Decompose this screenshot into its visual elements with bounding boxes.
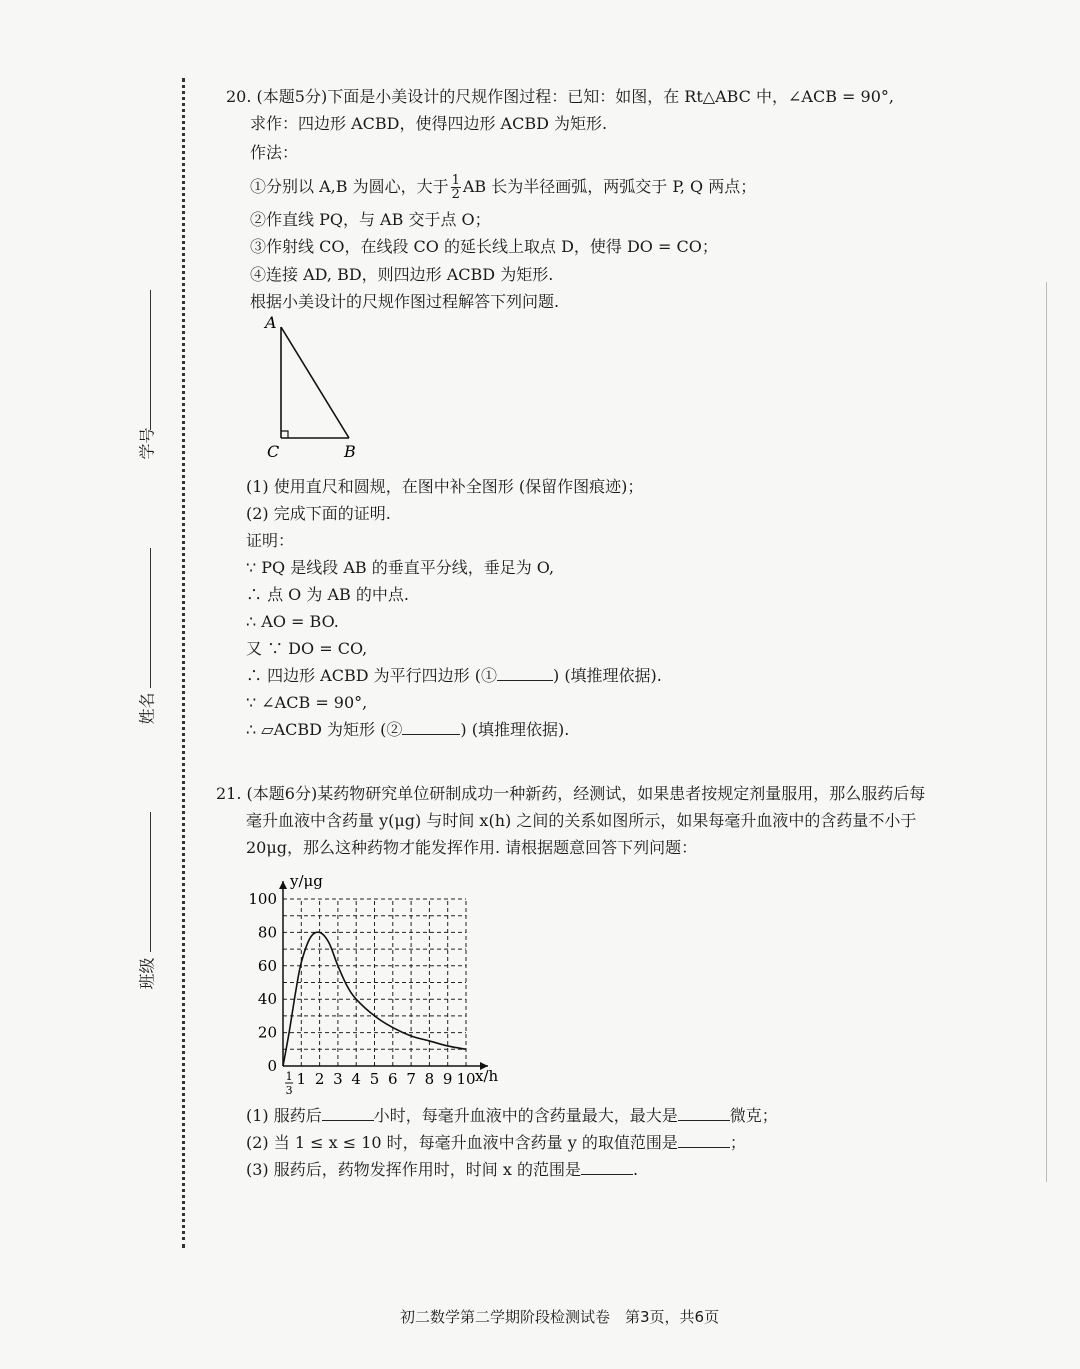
q21-part3-pre: (3) 服药后，药物发挥作用时，时间 x 的范围是 bbox=[246, 1160, 581, 1179]
proof-line5 bbox=[246, 666, 662, 686]
y-axis-arrow bbox=[279, 881, 287, 889]
q20-step1-pre: ①分别以 A,B 为圆心，大于 bbox=[250, 177, 449, 196]
vertex-b-label: B bbox=[344, 442, 356, 461]
q20-step1 bbox=[250, 172, 756, 202]
fraction-denominator: 2 bbox=[451, 187, 460, 202]
drug-concentration-chart bbox=[240, 866, 510, 1096]
student-id-blank bbox=[150, 290, 151, 430]
q20-part2: (2) 完成下面的证明. bbox=[246, 504, 391, 523]
q21-part2 bbox=[246, 1133, 746, 1153]
proof-line6: ∵ ∠ACB = 90°, bbox=[246, 693, 368, 712]
y-tick-label: 0 bbox=[267, 1057, 277, 1075]
q20-step3: ③作射线 CO，在线段 CO 的延长线上取点 D，使得 DO = CO； bbox=[250, 237, 718, 256]
side-ab bbox=[281, 327, 349, 438]
q21-part1-pre: (1) 服药后 bbox=[246, 1106, 322, 1125]
answer-blank-1[interactable] bbox=[497, 680, 553, 681]
q21-part3 bbox=[246, 1160, 638, 1180]
proof-line3: ∴ AO = BO. bbox=[246, 612, 339, 631]
y-axis-label: y/μg bbox=[290, 872, 323, 890]
x-tick-label: 2 bbox=[314, 1070, 325, 1088]
triangle-figure bbox=[258, 310, 378, 465]
answer-blank-time[interactable] bbox=[581, 1174, 633, 1175]
fraction-numerator: 1 bbox=[451, 173, 460, 188]
answer-blank-max[interactable] bbox=[678, 1120, 730, 1121]
x-tick-label: 8 bbox=[424, 1070, 435, 1088]
q21-part3-post: . bbox=[632, 1160, 639, 1179]
right-angle-mark bbox=[281, 431, 288, 438]
x-tick-label: 3 bbox=[333, 1070, 343, 1088]
class-blank bbox=[150, 812, 151, 952]
x-tick-label: 6 bbox=[388, 1070, 398, 1088]
q20-step4: ④连接 AD, BD，则四边形 ACBD 为矩形. bbox=[250, 265, 554, 284]
q20-instruction: 根据小美设计的尺规作图过程解答下列问题. bbox=[250, 292, 560, 311]
x-tick-label: 10 bbox=[456, 1070, 476, 1088]
q21-part1-mid: 小时，每毫升血液中的含药量最大，最大是 bbox=[373, 1106, 678, 1125]
x-axis-label: x/h bbox=[475, 1067, 499, 1085]
q20-step1-post: AB 长为半径画弧，两弧交于 P, Q 两点； bbox=[462, 177, 757, 196]
proof-line2: ∴ 点 O 为 AB 的中点. bbox=[246, 585, 409, 604]
y-tick-label: 60 bbox=[257, 956, 277, 975]
vertex-a-label: A bbox=[265, 313, 277, 332]
proof-line5-pre: ∴ 四边形 ACBD 为平行四边形 (① bbox=[246, 666, 497, 685]
y-tick-label: 20 bbox=[257, 1023, 277, 1042]
q20-line3: 作法： bbox=[250, 143, 299, 162]
student-id-label: 学号 bbox=[137, 427, 157, 460]
q21-part1 bbox=[246, 1106, 778, 1126]
half-fraction bbox=[451, 174, 461, 201]
x-tick-label: 1 bbox=[296, 1070, 307, 1088]
q21-part1-post: 微克； bbox=[729, 1106, 778, 1125]
q21-line3: 20μg，那么这种药物才能发挥作用. 请根据题意回答下列问题： bbox=[246, 838, 698, 857]
x-tick-label: 9 bbox=[442, 1070, 453, 1088]
binding-dotted-line bbox=[182, 78, 185, 1248]
proof-line5-post: ) (填推理依据). bbox=[552, 666, 662, 685]
q21-line2: 毫升血液中含药量 y(μg) 与时间 x(h) 之间的关系如图所示，如果每毫升血液中的含药量不小于 bbox=[246, 811, 917, 830]
y-tick-label: 80 bbox=[257, 923, 277, 942]
q21-line1: 21. (本题6分)某药物研究单位研制成功一种新药，经测试，如果患者按规定剂量服用，那么服药后每 bbox=[216, 784, 926, 803]
answer-blank-range[interactable] bbox=[678, 1147, 730, 1148]
q20-part1: (1) 使用直尺和圆规，在图中补全图形 (保留作图痕迹)； bbox=[246, 477, 644, 496]
vertex-c-label: C bbox=[267, 442, 280, 461]
q21-part2-pre: (2) 当 1 ≤ x ≤ 10 时，每毫升血液中含药量 y 的取值范围是 bbox=[246, 1133, 678, 1152]
chart-grid bbox=[283, 899, 466, 1066]
proof-title: 证明： bbox=[246, 531, 295, 550]
q20-line2: 求作：四边形 ACBD，使得四边形 ACBD 为矩形. bbox=[250, 114, 608, 133]
page-footer: 初二数学第二学期阶段检测试卷 第3页，共6页 bbox=[400, 1308, 720, 1326]
q21-part2-post: ； bbox=[729, 1133, 746, 1152]
x-tick-label: 4 bbox=[351, 1070, 361, 1088]
proof-line4: 又 ∵ DO = CO, bbox=[246, 639, 368, 658]
name-label: 姓名 bbox=[137, 692, 157, 725]
name-blank bbox=[150, 548, 151, 688]
y-tick-label: 40 bbox=[257, 990, 277, 1009]
q20-step2: ②作直线 PQ，与 AB 交于点 O； bbox=[250, 210, 491, 229]
class-label: 班级 bbox=[137, 957, 157, 990]
y-tick-label: 100 bbox=[248, 890, 277, 908]
proof-line1: ∵ PQ 是线段 AB 的垂直平分线，垂足为 O, bbox=[246, 558, 555, 577]
q20-line1: 20. (本题5分)下面是小美设计的尺规作图过程：已知：如图，在 Rt△ABC 中，∠ACB = 90°, bbox=[226, 87, 894, 106]
proof-line7-post: ) (填推理依据). bbox=[460, 720, 570, 739]
x-tick-label: 5 bbox=[369, 1070, 380, 1088]
x-tick-fraction-numerator: 1 bbox=[285, 1070, 293, 1083]
proof-line7-pre: ∴ ▱ACBD 为矩形 (② bbox=[246, 720, 403, 739]
page-edge-line bbox=[1046, 282, 1047, 1182]
chart-axes bbox=[279, 881, 488, 1070]
x-tick-fraction-denominator: 3 bbox=[285, 1084, 293, 1096]
answer-blank-2[interactable] bbox=[402, 734, 460, 735]
answer-blank-hours[interactable] bbox=[322, 1120, 374, 1121]
x-tick-label: 7 bbox=[406, 1070, 416, 1088]
proof-line7 bbox=[246, 720, 569, 740]
